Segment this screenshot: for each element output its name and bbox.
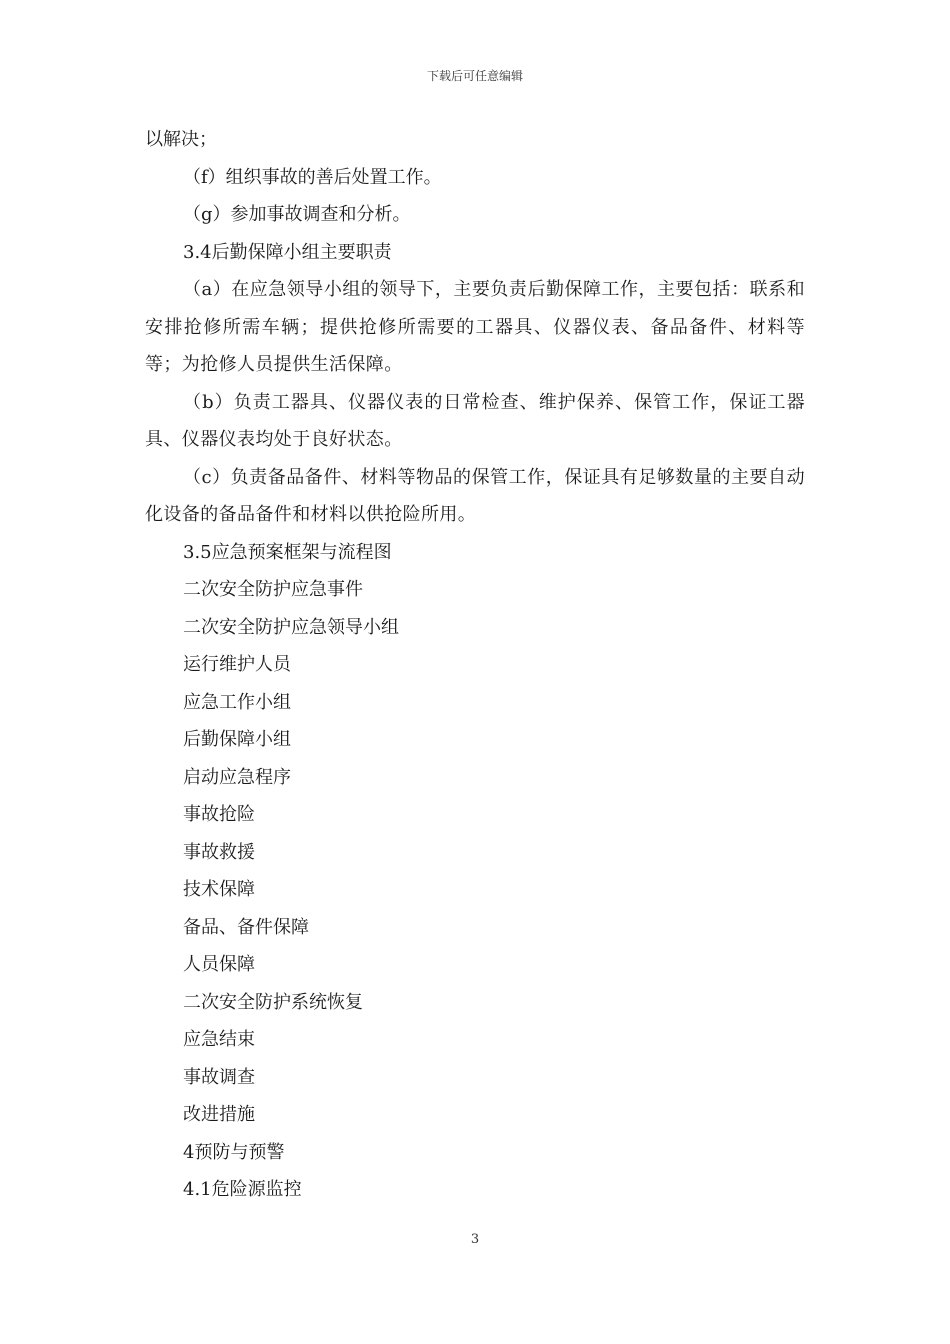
text-line: 以解决； [145,129,217,150]
flow-item: 事故救援 [183,841,255,863]
page-header: 下载后可任意编辑 [426,69,523,83]
paragraph: （a）在应急领导小组的领导下，主要负责后勤保障工作，主要包括：联系和安排抢修所需车辆；提供抢修所需要的工器具、仪器仪表、备品备件、材料等等；为抢修人员提供生活保障。 [145,279,805,375]
flow-item: 改进措施 [183,1104,255,1125]
text-line: （f）组织事故的善后处置工作。 [183,166,442,188]
page-number: 3 [470,1232,480,1247]
flow-item: 应急结束 [183,1029,255,1050]
section-heading: 3.5应急预案框架与流程图 [183,541,392,563]
text-line: （g）参加事故调查和分析。 [183,204,411,225]
flow-item: 启动应急程序 [183,766,291,788]
section-heading: 4预防与预警 [183,1141,285,1163]
flow-item: 二次安全防护应急领导小组 [183,616,399,638]
flow-item: 运行维护人员 [183,654,291,675]
section-heading: 4.1危险源监控 [183,1179,302,1200]
flow-item: 事故调查 [183,1066,255,1088]
flow-item: 二次安全防护应急事件 [183,579,363,600]
flow-item: 后勤保障小组 [183,729,291,750]
flow-item: 二次安全防护系统恢复 [183,991,363,1013]
flow-item: 备品、备件保障 [183,916,309,938]
paragraph: （c）负责备品备件、材料等物品的保管工作，保证具有足够数量的主要自动化设备的备品备件和材料以供抢险所用。 [145,466,805,525]
flow-item: 事故抢险 [183,804,255,825]
paragraph: （b）负责工器具、仪器仪表的日常检查、维护保养、保管工作，保证工器具、仪器仪表均处于良好状态。 [145,391,805,450]
document-body [145,121,805,1209]
section-heading: 3.4后勤保障小组主要职责 [183,241,392,263]
flow-item: 应急工作小组 [183,691,291,713]
flow-item: 人员保障 [183,954,255,975]
flow-item: 技术保障 [183,879,255,900]
